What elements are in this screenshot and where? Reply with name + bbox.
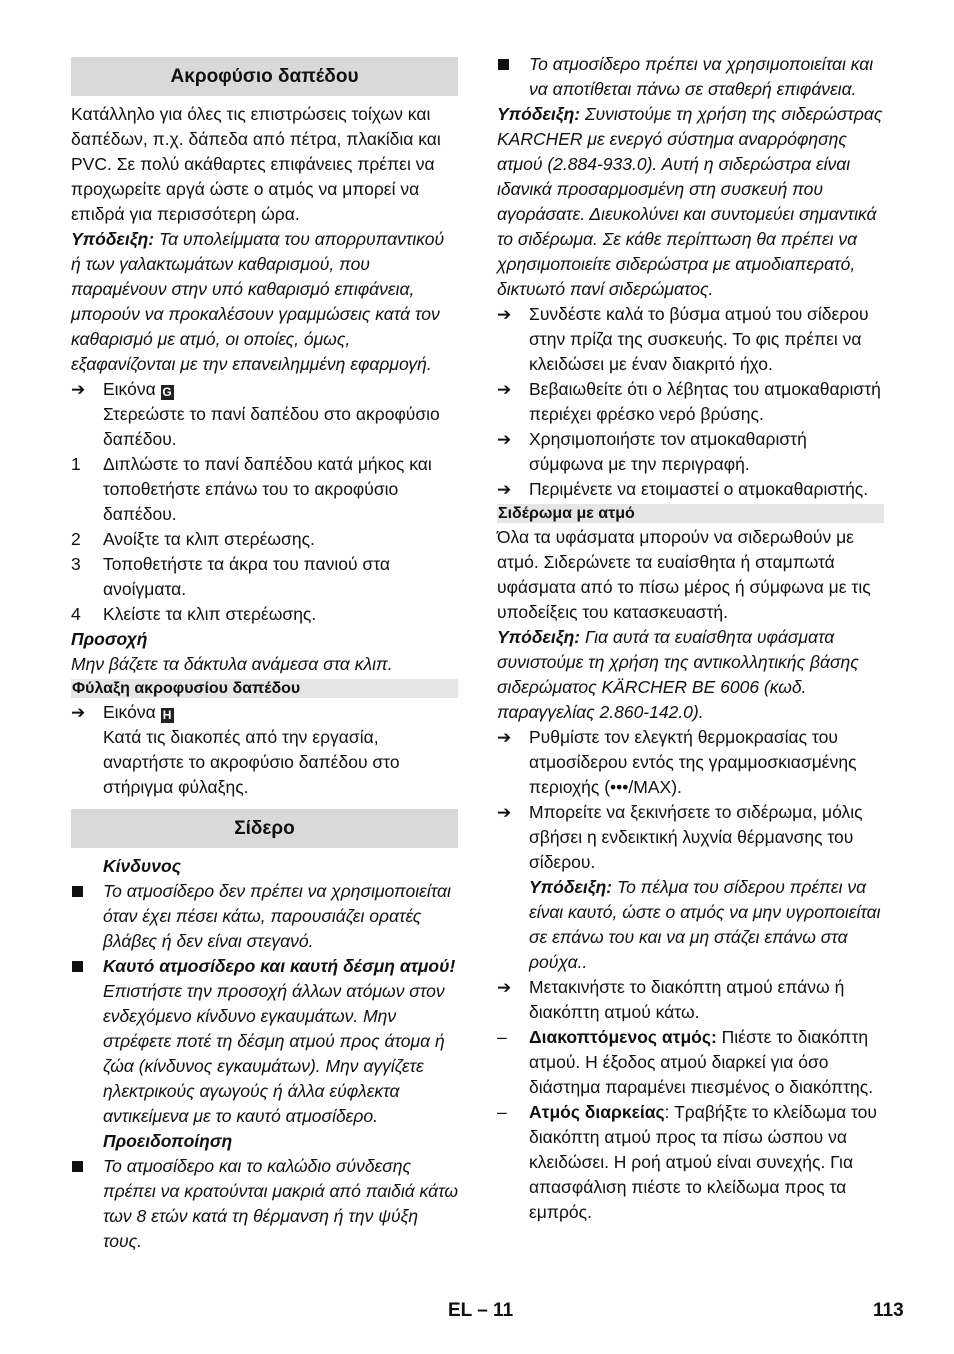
arrow-icon: ➔: [497, 978, 512, 997]
arrow-item-text: Ρυθμίστε τον ελεγκτή θερμοκρασίας του ατμοσίδερου εντός της γραμμοσκιασμένης περιοχής (•••/MAX).: [529, 727, 857, 797]
arrow-switch: [497, 975, 884, 1025]
step-number: 1: [71, 454, 81, 474]
intro-paragraph: Κατάλληλο για όλες τις επιστρώσεις τοίχων και δαπέδων, π.χ. δάπεδα από πέτρα, πλακίδια και PVC. Σε πολύ ακάθαρτες επιφάνειες πρέπει να προχωρείτε αργά ώστε ο ατμός να μπορεί να επιδρά για περισσότερη ώρα.: [71, 104, 441, 224]
step-1: [71, 452, 458, 527]
bullet-square-icon: [498, 59, 509, 70]
note-label: Υπόδειξη:: [497, 104, 581, 124]
figure-g-icon: G: [162, 385, 172, 399]
bullet-square-icon: [72, 1161, 83, 1172]
arrow-item-1: [497, 302, 884, 377]
dash-text: Πιέστε το διακόπτη ατμού. Η έξοδος ατμού διαρκεί για όσο διάστημα παραμένει πιεσμένος ο διακόπτης.: [529, 1027, 874, 1097]
danger-item: [71, 879, 458, 954]
step-4: [71, 602, 458, 627]
footer-section-label: EL – 11: [448, 1300, 514, 1321]
hot-iron-text: Επιστήστε την προσοχή άλλων ατόμων στον ενδεχόμενο κίνδυνο εγκαυμάτων. Μην στρέφετε ποτέ τη δέσμη ατμού προς άτομα ή ζώα (κίνδυνος εγκαυμάτων). Μην αγγίζετε ηλεκτρικούς αγωγούς ή άλλα εύφλεκτα αντικείμενα με το καυτό ατμοσίδερο.: [103, 981, 445, 1126]
step-3: [71, 552, 458, 602]
note-board: [497, 102, 884, 302]
figure-g-text: Στερεώστε το πανί δαπέδου στο ακροφύσιο δαπέδου.: [103, 404, 440, 449]
arrow-icon: ➔: [71, 703, 86, 722]
arrow-icon: ➔: [497, 480, 512, 499]
warning-item: [71, 1154, 458, 1254]
note-label: Υπόδειξη:: [529, 877, 613, 897]
dash-marker: –: [497, 1027, 507, 1047]
arrow-icon: ➔: [71, 380, 86, 399]
arrow-icon: ➔: [497, 728, 512, 747]
step-number: 3: [71, 554, 81, 574]
step-text: Ανοίξτε τα κλιπ στερέωσης.: [103, 529, 315, 549]
stable-surface-text: Το ατμοσίδερο πρέπει να χρησιμοποιείται και να αποτίθεται πάνω σε σταθερή επιφάνεια.: [529, 54, 874, 99]
section-title-floor-nozzle: Ακροφύσιο δαπέδου: [71, 57, 458, 96]
arrow-item-text: Περιμένετε να ετοιμαστεί ο ατμοκαθαριστής.: [529, 479, 869, 499]
note-text: Για αυτά τα ευαίσθητα υφάσματα συνιστούμε τη χρήση της αντικολλητικής βάσης σιδερώματος KÄRCHER BE 6006 (κωδ. παραγγελίας 2.860-142.0).: [497, 627, 859, 722]
right-column: [497, 52, 884, 1225]
arrow-item-text: Μπορείτε να ξεκινήσετε το σιδέρωμα, μόλις σβήσει η ενδεικτική λυχνία θέρμανσης του σίδερου.: [529, 802, 863, 872]
danger-heading: [71, 854, 458, 879]
bullet-square-icon: [72, 886, 83, 897]
subsection-storage: Φύλαξη ακροφυσίου δαπέδου: [71, 679, 458, 698]
arrow-item-3: [497, 427, 884, 477]
section-title-iron: Σίδερο: [71, 809, 458, 848]
step-text: Κλείστε τα κλιπ στερέωσης.: [103, 604, 317, 624]
step-text: Τοποθετήστε τα άκρα του πανιού στα ανοίγματα.: [103, 554, 390, 599]
hot-iron-item: [71, 954, 458, 1129]
note-soleplate: [497, 875, 884, 975]
note-text: Συνιστούμε τη χρήση της σιδερώστρας KARCHER με ενεργό σύστημα αναρρόφησης ατμού (2.884-933.0). Αυτή η σιδερώστρα είναι ιδανικά προσαρμοσμένη στη συσκευή που αγοράσατε. Διευκολύνει και συντομεύει σημαντικά το σιδέρωμα. Σε κάθε περίπτωση θα πρέπει να χρησιμοποιείτε σιδερώστρα με ατμοδιαπερατό, δικτυωτό πανί σιδερώματος.: [497, 104, 883, 299]
subsection-steam-ironing: Σιδέρωμα με ατμό: [497, 504, 884, 523]
arrow-temperature: [497, 725, 884, 800]
arrow-icon: ➔: [497, 380, 512, 399]
arrow-item-4: [497, 477, 884, 502]
note-paragraph: [71, 227, 458, 377]
page-number: 113: [873, 1300, 904, 1321]
arrow-item-text: Μετακινήστε το διακόπτη ατμού επάνω ή διακόπτη ατμού κάτω.: [529, 977, 845, 1022]
arrow-item-2: [497, 377, 884, 427]
left-column: [71, 57, 458, 1254]
arrow-item-text: Βεβαιωθείτε ότι ο λέβητας του ατμοκαθαριστή περιέχει φρέσκο νερό βρύσης.: [529, 379, 881, 424]
dash-intermittent-steam: [497, 1025, 884, 1100]
note-fabric: [497, 625, 884, 725]
figure-reference-h: [71, 700, 458, 725]
hot-iron-bold: Καυτό ατμοσίδερο και καυτή δέσμη ατμού!: [103, 956, 456, 976]
step-number: 2: [71, 529, 81, 549]
warning-heading: [71, 1129, 458, 1154]
bullet-square-icon: [72, 961, 83, 972]
dash-bold: Ατμός διαρκείας: [529, 1102, 665, 1122]
note-label: Υπόδειξη:: [497, 627, 581, 647]
figure-label: Εικόνα: [103, 379, 156, 399]
figure-h-icon: H: [161, 708, 174, 723]
step-2: [71, 527, 458, 552]
danger-title: Κίνδυνος: [103, 856, 181, 876]
step-text: Διπλώστε το πανί δαπέδου κατά μήκος και τοποθετήστε επάνω του το ακροφύσιο δαπέδου.: [103, 454, 432, 524]
caution-text: Μην βάζετε τα δάκτυλα ανάμεσα στα κλιπ.: [71, 654, 393, 674]
ironing-paragraph: Όλα τα υφάσματα μπορούν να σιδερωθούν με ατμό. Σιδερώνετε τα ευαίσθητα ή σταμπωτά υφάσματα από το πίσω μέρος ή σύμφωνα με τις υποδείξεις του κατασκευαστή.: [497, 527, 871, 622]
dash-text: : Τραβήξτε το κλείδωμα του διακόπτη ατμού προς τα πίσω ώσπου να κλειδώσει. Η ροή ατμού είναι συνεχής. Για απασφάλιση πιέστε το κλείδωμα προς τα εμπρός.: [529, 1102, 877, 1222]
note-label: Υπόδειξη:: [71, 229, 155, 249]
stable-surface-item: [497, 52, 884, 102]
dash-bold: Διακοπτόμενος ατμός:: [529, 1027, 717, 1047]
warning-text: Το ατμοσίδερο και το καλώδιο σύνδεσης πρέπει να κρατούνται μακριά από παιδιά κάτω των 8 ετών κατά τη θέρμανση ή την ψύξη τους.: [103, 1156, 458, 1251]
dash-marker: –: [497, 1102, 507, 1122]
arrow-icon: ➔: [497, 305, 512, 324]
dash-continuous-steam: [497, 1100, 884, 1225]
warning-title: Προειδοποίηση: [103, 1131, 233, 1151]
figure-h-text: Κατά τις διακοπές από την εργασία, αναρτήστε το ακροφύσιο δαπέδου στο στήριγμα φύλαξης.: [103, 727, 400, 797]
arrow-icon: ➔: [497, 803, 512, 822]
arrow-item-text: Συνδέστε καλά το βύσμα ατμού του σίδερου στην πρίζα της συσκευής. Το φις πρέπει να κλειδώσει με έναν διακριτό ήχο.: [529, 304, 869, 374]
danger-item-text: Το ατμοσίδερο δεν πρέπει να χρησιμοποιείται όταν έχει πέσει κάτω, παρουσιάζει ορατές βλάβες ή δεν είναι στεγανό.: [103, 881, 451, 951]
arrow-start: [497, 800, 884, 875]
arrow-icon: ➔: [497, 430, 512, 449]
figure-label: Εικόνα: [103, 702, 156, 722]
figure-reference-g: [71, 377, 458, 402]
caution-title: Προσοχή: [71, 629, 148, 649]
note-text: Τα υπολείμματα του απορρυπαντικού ή των γαλακτωμάτων καθαρισμού, που παραμένουν στην υπό καθαρισμό επιφάνεια, μπορούν να προκαλέσουν γραμμώσεις κατά τον καθαρισμό με ατμό, οι οποίες, όμως, εξαφανίζονται με την επανειλημμένη εφαρμογή.: [71, 229, 445, 374]
arrow-item-text: Χρησιμοποιήστε τον ατμοκαθαριστή σύμφωνα με την περιγραφή.: [529, 429, 807, 474]
note-text: Το πέλμα του σίδερου πρέπει να είναι καυτό, ώστε ο ατμός να μην υγροποιείται σε επάνω του και να μη στάζει επάνω στα ρούχα..: [529, 877, 881, 972]
step-number: 4: [71, 604, 81, 624]
